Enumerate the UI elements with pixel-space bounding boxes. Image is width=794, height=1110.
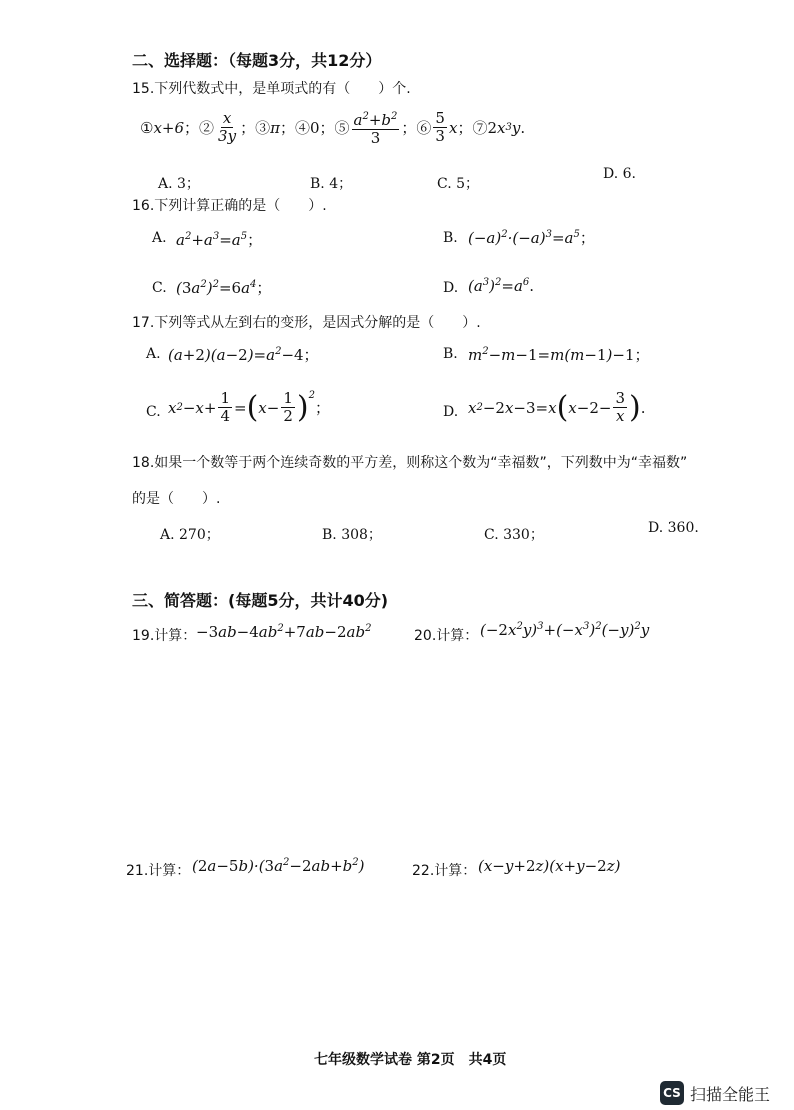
q17-option-a-expr: $(a+2)(a-2)=a^2-4$； xyxy=(168,346,319,364)
q16-option-c-label: C. xyxy=(152,280,167,296)
q17-option-a-label: A. xyxy=(146,346,161,362)
q18-option-b: B. 308； xyxy=(322,527,382,543)
q18-stem-line2: 的是（ ）. xyxy=(132,491,221,507)
q18-stem-line1: 18.如果一个数等于两个连续奇数的平方差，则称这个数为“幸福数”，下列数中为“幸福数” xyxy=(132,455,688,471)
q21-label: 21.计算： xyxy=(126,863,191,879)
section-2-title: 二、选择题：（每题3分，共12分） xyxy=(132,51,382,70)
q20-label: 20.计算： xyxy=(414,628,479,644)
q20-expr: $(-2x^2y)^3+(-x^3)^2(-y)^2y$ xyxy=(480,621,650,639)
q18-option-c: C. 330； xyxy=(484,527,544,543)
q18-option-d: D. 360. xyxy=(648,520,699,536)
q17-option-d-expr: x 2 − 2 x− 3 =x ( x− 2 − $\frac{3}{x}$ ) . xyxy=(468,389,646,425)
q19-label: 19.计算： xyxy=(132,628,197,644)
q15-expressions: ① x+6 ；② $\frac{x}{3y}$ ；③ π ；④ 0 ；⑤ $\frac{a^2+b^2}{3}$ ；⑥ $\frac{5}{3}$ x ；⑦ 2 x 3 y . xyxy=(140,109,526,147)
page-footer: 七年级数学试卷 第2页 共4页 xyxy=(314,1052,507,1068)
q16-option-d-label: D. xyxy=(443,280,459,296)
q17-option-b-label: B. xyxy=(443,346,458,362)
camscanner-logo-icon: CS xyxy=(660,1081,684,1105)
q15-stem: 15.下列代数式中，是单项式的有（ ）个. xyxy=(132,81,411,97)
q15-option-a: A. 3； xyxy=(158,176,200,192)
q16-option-b-label: B. xyxy=(443,230,458,246)
q17-option-d-label: D. xyxy=(443,404,459,420)
q15-option-b: B. 4； xyxy=(310,176,353,192)
q17-stem: 17.下列等式从左到右的变形，是因式分解的是（ ）. xyxy=(132,315,481,331)
q15-option-c: C. 5； xyxy=(437,176,480,192)
q17-option-c-expr: x 2 −x+ $\frac{1}{4}$ = ( x− $\frac{1}{2}$ ) $^2$ ； xyxy=(168,389,330,425)
q16-option-d-expr: $(a^3)^2=a^6$. xyxy=(468,277,535,295)
q22-label: 22.计算： xyxy=(412,863,477,879)
q16-stem: 16.下列计算正确的是（ ）. xyxy=(132,198,327,214)
q18-option-a: A. 270； xyxy=(160,527,220,543)
q19-expr: $-3ab-4ab^2+7ab-2ab^2$ xyxy=(196,623,372,641)
q16-option-b-expr: $(-a)^2\cdot(-a)^3=a^5$； xyxy=(468,229,595,247)
q22-expr: (x−y+2z)(x+y−2z) xyxy=(478,857,621,875)
q17-option-b-expr: $m^2-m-1=m(m-1)-1$； xyxy=(468,346,650,364)
section-3-title: 三、简答题：(每题5分，共计40分) xyxy=(132,591,389,610)
watermark-text: 扫描全能王 xyxy=(690,1084,771,1104)
q15-option-d: D. 6. xyxy=(603,166,636,182)
q17-option-c-label: C. xyxy=(146,404,161,420)
q21-expr: $(2a-5b)\cdot(3a^2-2ab+b^2)$ xyxy=(192,857,365,875)
q16-option-c-expr: $(3a^2)^2=6a^4$； xyxy=(176,279,272,297)
q16-option-a-label: A. xyxy=(152,230,167,246)
scanner-watermark xyxy=(660,1081,770,1105)
q16-option-a-expr: $a^2+a^3=a^5$； xyxy=(176,231,263,249)
